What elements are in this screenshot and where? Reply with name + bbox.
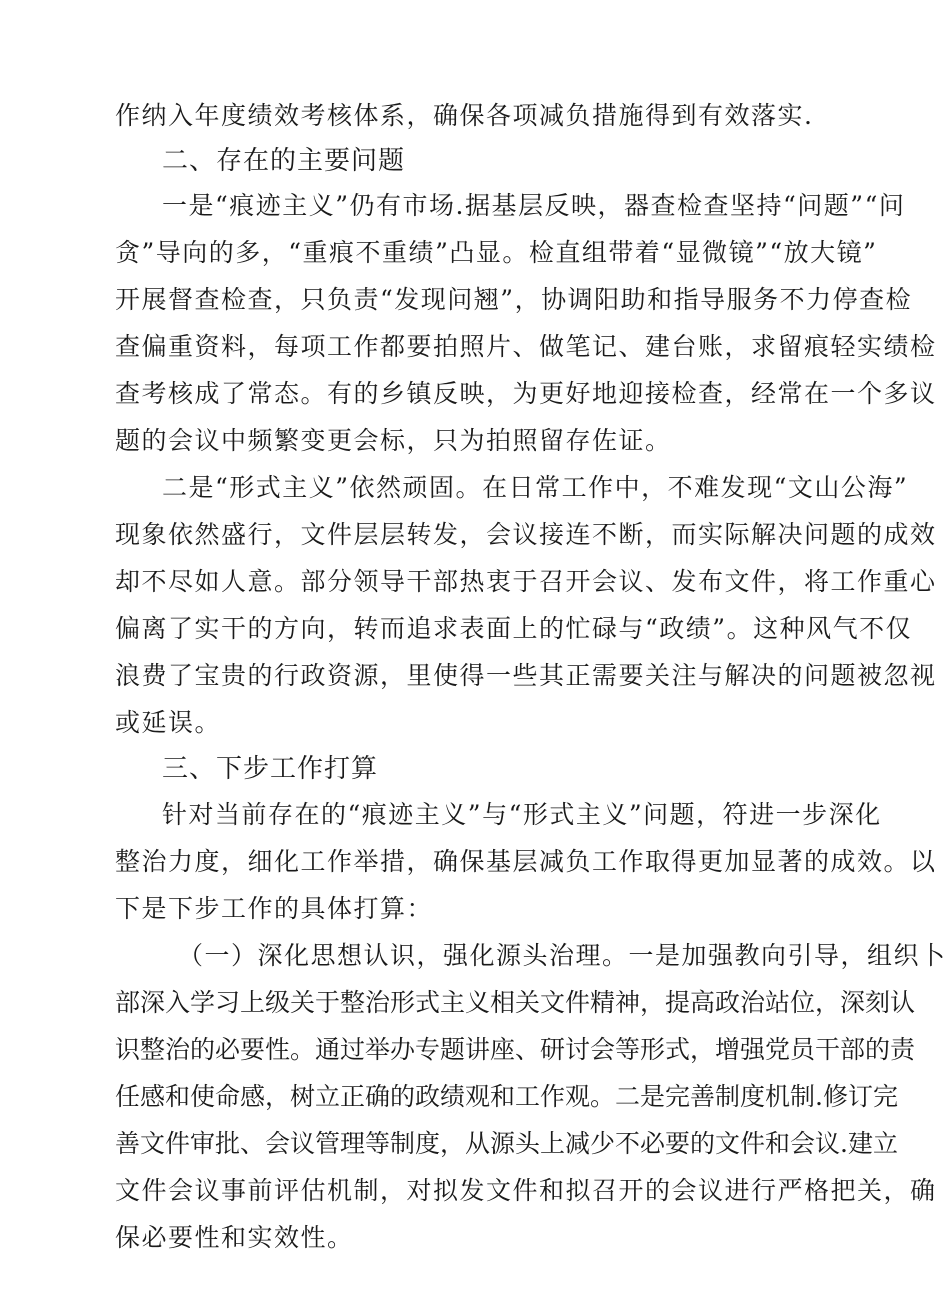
paragraph-line: 识整治的必要性。通过举办专题讲座、研讨会等形式，增强党员干部的责 [115,1035,916,1064]
paragraph-line: 现象依然盛行，文件层层转发，会议接连不断，而实际解决问题的成效 [115,520,937,549]
paragraph-line: 开展督查检查，只负责“发现问翘”，协调阳助和指导服务不力停查检 [115,285,913,314]
paragraph-line: 二是“形式主义”依然顽固。在日常工作中，不难发现“文山公海” [162,473,909,502]
paragraph-line: 题的会议中频繁变更会标，只为拍照留存佐证。 [115,426,672,455]
section-heading-problems: 二、存在的主要问题 [162,146,406,176]
paragraph-line: 一是“痕迹主义”仍有市场.据基层反映，器查检查坚持“问题”“问 [162,191,906,220]
paragraph-line: 或延误。 [115,708,222,737]
paragraph-line: 针对当前存在的“痕迹主义”与“形式主义”问题，符进一步深化 [162,800,882,829]
paragraph-line: 任感和使命感，树立正确的政绩观和工作观。二是完善制度机制.修订完 [115,1082,898,1111]
paragraph-line: （一）深化思想认识，强化源头治理。一是加强教向引导，组织卜 [178,941,947,970]
paragraph-line: 作纳入年度绩效考核体系，确保各项减负措施得到有效落实. [115,101,814,130]
paragraph-line: 保必要性和实效性。 [115,1223,354,1252]
paragraph-line: 贪”导向的多，“重痕不重绩”凸显。检直组带着“显微镜”“放大镜” [115,238,878,267]
paragraph-line: 整治力度，细化工作举措，确保基层减负工作取得更加显著的成效。以 [115,847,937,876]
paragraph-line: 下是下步工作的具体打算： [115,894,434,923]
paragraph-line: 部深入学习上级关于整治形式主义相关文件精神，提高政治站位，深刻认 [115,988,916,1017]
paragraph-line: 偏离了实干的方向，转而追求表面上的忙碌与“政绩”。这种风气不仅 [115,614,913,643]
paragraph-line: 浪费了宝贵的行政资源，里使得一些其正需要关注与解决的问题被忽视 [115,661,937,690]
section-heading-next-steps: 三、下步工作打算 [162,754,379,784]
paragraph-line: 查考核成了常态。有的乡镇反映，为更好地迎接检查，经常在一个多议 [115,379,937,408]
paragraph-line: 文件会议事前评估机制，对拟发文件和拟召开的会议进行严格把关，确 [115,1176,937,1205]
paragraph-line: 却不尽如人意。部分领导干部热衷于召开会议、发布文件，将工作重心 [115,567,937,596]
paragraph-line: 善文件审批、会议管理等制度，从源头上减少不必要的文件和会议.建立 [115,1129,898,1158]
paragraph-line: 查偏重资料，每项工作都要拍照片、做笔记、建台账，求留痕轻实绩检 [115,332,937,361]
